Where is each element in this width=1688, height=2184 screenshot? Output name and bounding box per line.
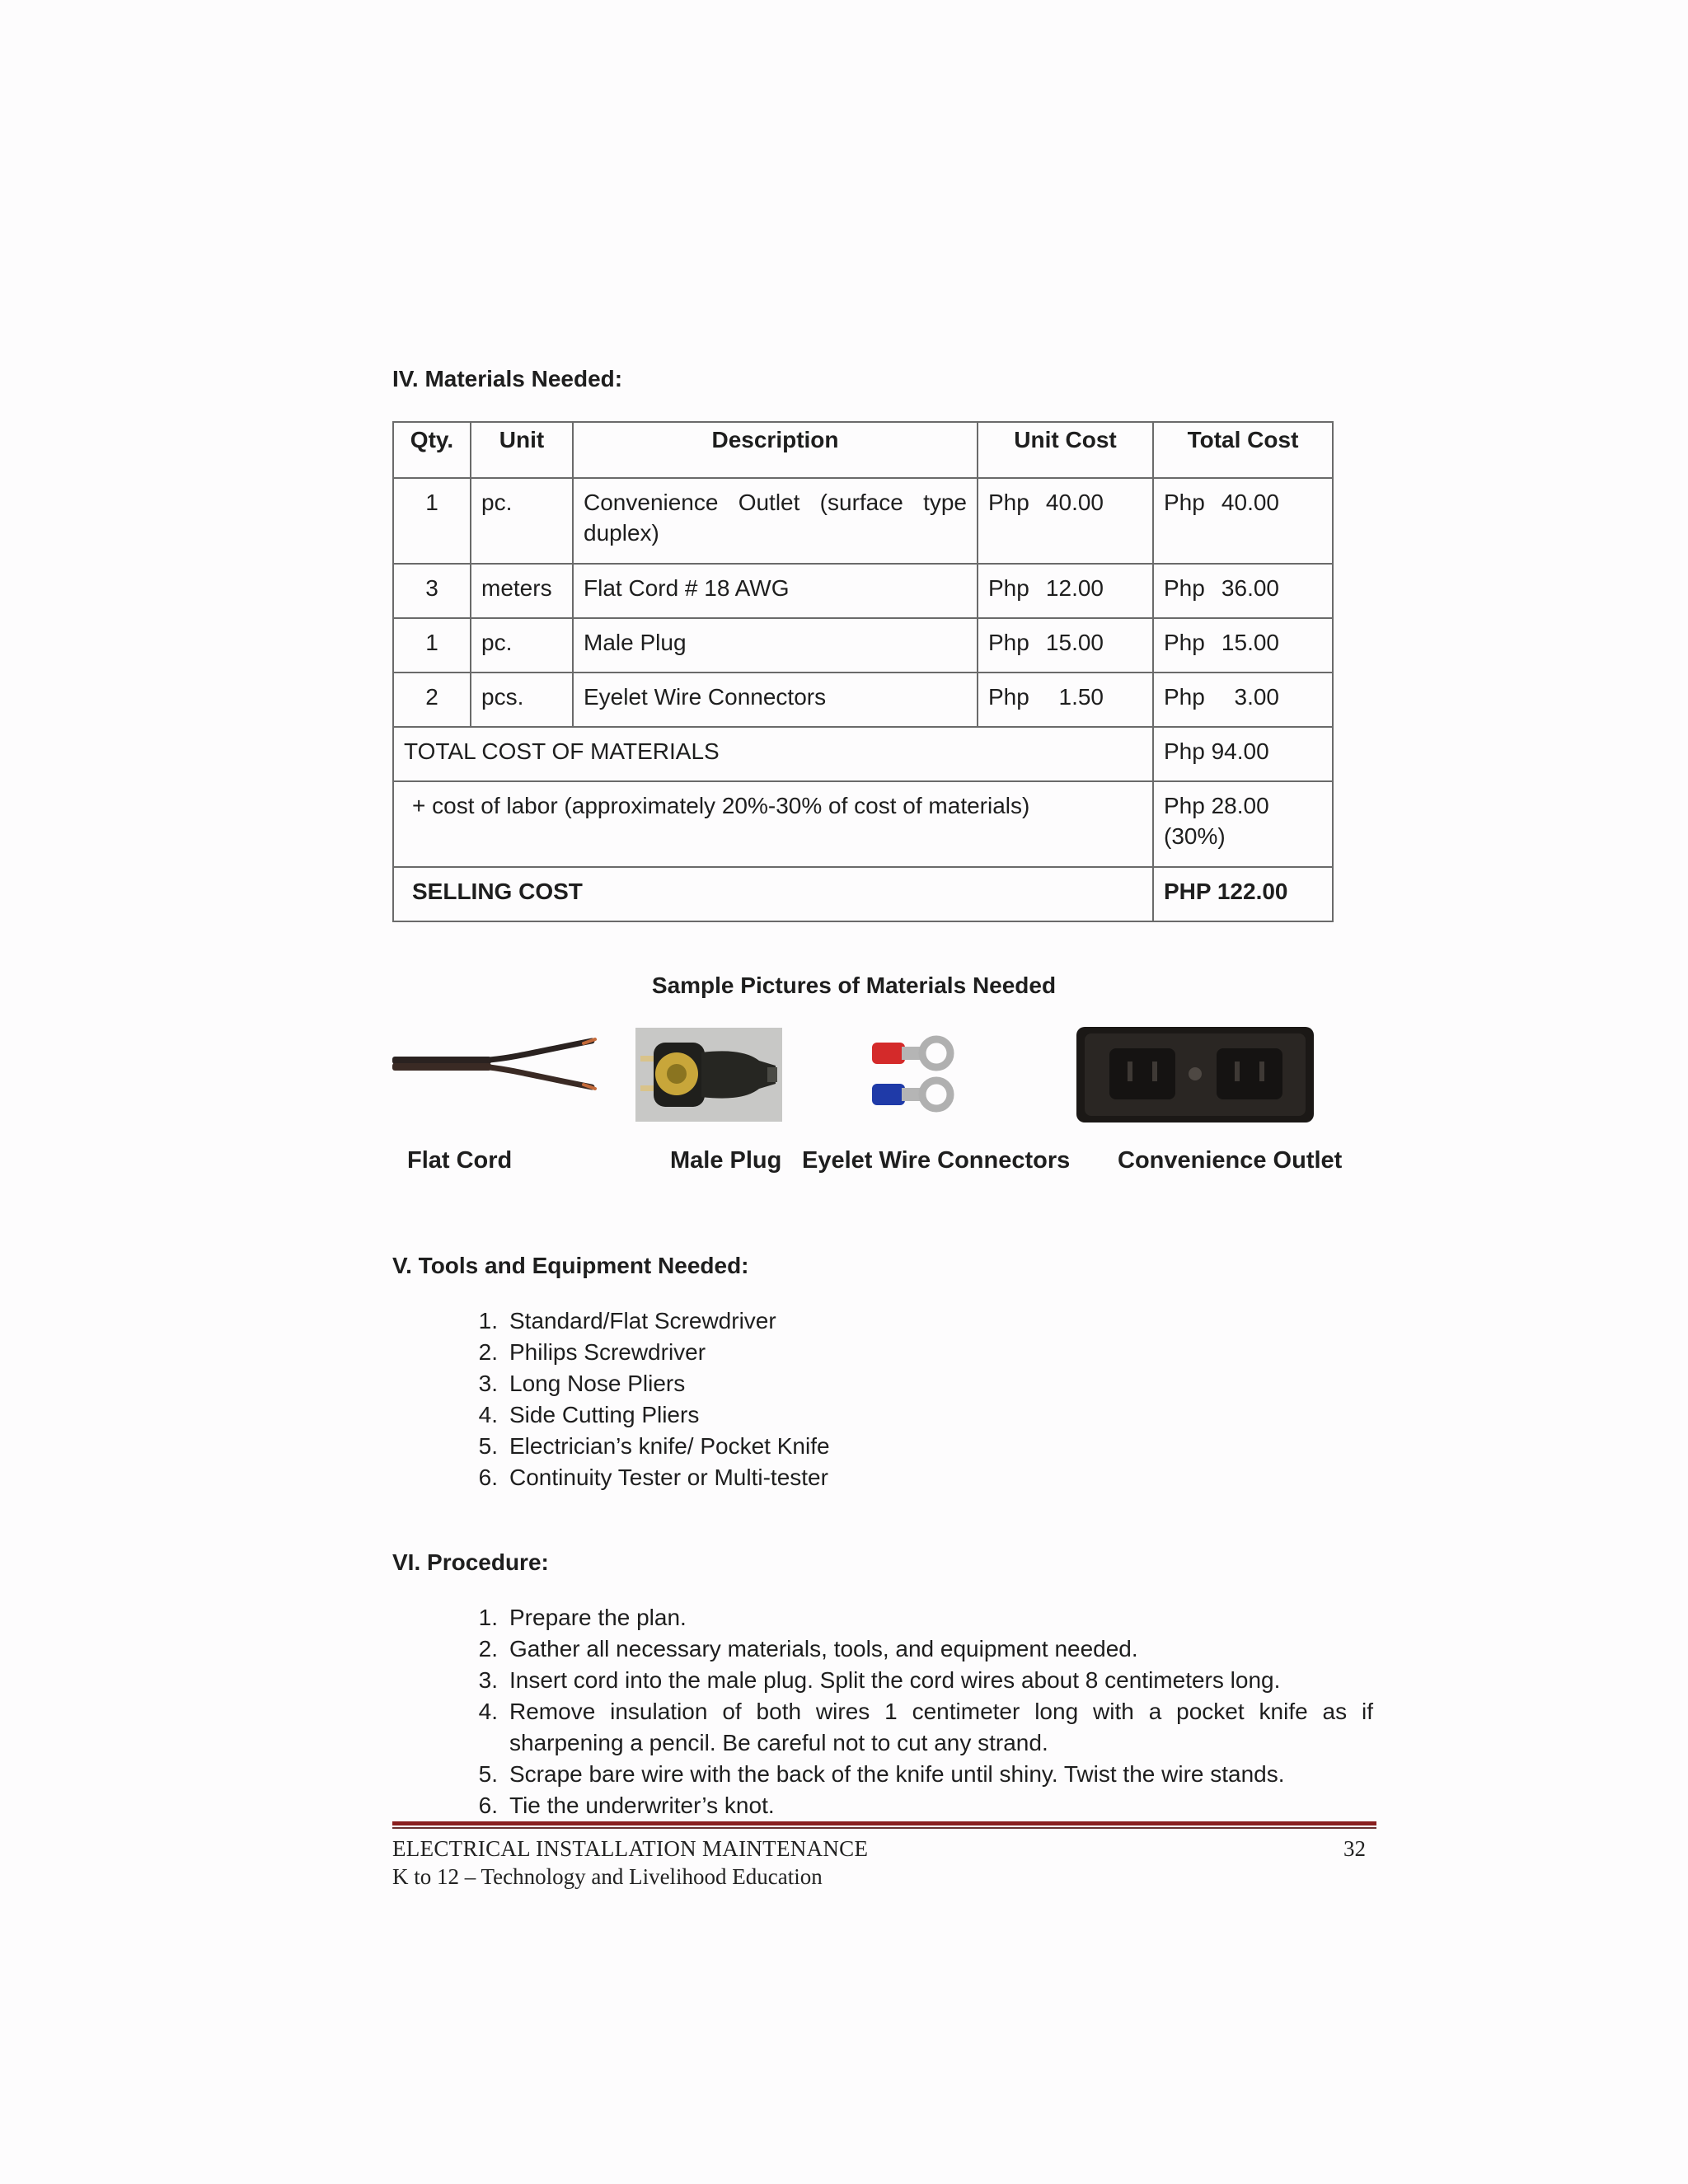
cell-unit: meters	[471, 564, 573, 618]
cell-unit-cost	[978, 618, 1153, 673]
table-row	[393, 673, 1333, 727]
cell-unit: pcs.	[471, 673, 573, 727]
labor-cost-percent: (30%)	[1164, 823, 1226, 849]
currency-label: Php	[988, 490, 1029, 515]
cell-total-cost	[1153, 618, 1333, 673]
eyelet-connectors-image	[857, 1030, 981, 1121]
section-title-tools: V. Tools and Equipment Needed:	[392, 1253, 749, 1278]
page-number: 32	[1343, 1836, 1366, 1861]
amount: 12.00	[1045, 575, 1104, 601]
step-text: Gather all necessary materials, tools, and equipment needed.	[509, 1636, 1138, 1661]
materials-table	[392, 421, 1334, 922]
cell-unit-cost	[978, 564, 1153, 618]
cell-description: Male Plug	[573, 618, 978, 673]
cell-description: Convenience Outlet (surface type duplex)	[573, 478, 978, 564]
step-text: Prepare the plan.	[509, 1605, 687, 1630]
amount: 36.00	[1221, 575, 1279, 601]
currency-label: Php	[988, 575, 1029, 601]
labor-cost-row	[393, 781, 1333, 867]
caption-flat-cord: Flat Cord	[407, 1147, 513, 1174]
table-row	[393, 618, 1333, 673]
cell-description: Eyelet Wire Connectors	[573, 673, 978, 727]
list-item: 2. Philips Screwdriver	[478, 1339, 706, 1365]
cell-total-cost	[1153, 673, 1333, 727]
cell-unit: pc.	[471, 618, 573, 673]
tool-text: Continuity Tester or Multi-tester	[509, 1465, 828, 1490]
cell-qty: 1	[393, 618, 471, 673]
cell-unit-cost	[978, 478, 1153, 564]
list-item: 6. Continuity Tester or Multi-tester	[478, 1465, 828, 1490]
footer-divider-thin	[392, 1827, 1376, 1829]
labor-cost-value	[1153, 781, 1333, 867]
cell-qty: 3	[393, 564, 471, 618]
cell-total-cost	[1153, 478, 1333, 564]
step-text: Tie the underwriter’s knot.	[509, 1793, 775, 1818]
currency-label: Php	[1164, 684, 1205, 710]
cell-unit: pc.	[471, 478, 573, 564]
male-plug-image	[635, 1028, 782, 1122]
labor-cost-label: + cost of labor (approximately 20%-30% of cost of materials)	[393, 781, 1153, 867]
caption-convenience-outlet: Convenience Outlet	[1118, 1147, 1343, 1174]
list-item: 5. Scrape bare wire with the back of the knife until shiny. Twist the wire stands.	[475, 1759, 1373, 1790]
list-item: 4. Remove insulation of both wires 1 centimeter long with a pocket knife as if sharpening a pencil. Be careful not to cut any strand.	[475, 1696, 1373, 1759]
total-materials-row	[393, 727, 1333, 781]
list-item: 1. Prepare the plan.	[475, 1602, 1373, 1633]
list-item: 3. Insert cord into the male plug. Split the cord wires about 8 centimeters long.	[475, 1665, 1373, 1696]
header-unit: Unit	[471, 422, 573, 478]
tool-text: Electrician’s knife/ Pocket Knife	[509, 1433, 830, 1459]
amount: 40.00	[1045, 490, 1104, 515]
footer-subtitle: K to 12 – Technology and Livelihood Education	[392, 1864, 823, 1889]
currency-label: Php	[1164, 575, 1205, 601]
total-materials-value: Php 94.00	[1153, 727, 1333, 781]
tool-text: Standard/Flat Screwdriver	[509, 1308, 776, 1333]
pictures-title: Sample Pictures of Materials Needed	[651, 972, 1057, 998]
step-text: Scrape bare wire with the back of the knife until shiny. Twist the wire stands.	[509, 1761, 1285, 1787]
header-total-cost: Total Cost	[1153, 422, 1333, 478]
currency-label: Php	[1164, 490, 1205, 515]
list-item: 6. Tie the underwriter’s knot.	[475, 1790, 1373, 1821]
tool-text: Long Nose Pliers	[509, 1371, 686, 1396]
list-item: 2. Gather all necessary materials, tools, and equipment needed.	[475, 1633, 1373, 1665]
amount: 1.50	[1058, 684, 1104, 710]
procedure-list	[475, 1602, 1373, 1821]
cell-unit-cost	[978, 673, 1153, 727]
selling-cost-row	[393, 867, 1333, 921]
table-row	[393, 478, 1333, 564]
caption-male-plug: Male Plug	[670, 1147, 782, 1174]
tools-list	[475, 1305, 1299, 1493]
list-item: 5. Electrician’s knife/ Pocket Knife	[478, 1433, 830, 1459]
footer-divider	[392, 1821, 1376, 1825]
step-text: Remove insulation of both wires 1 centimeter long with a pocket knife as if sharpening a pencil. Be careful not to cut any strand.	[509, 1699, 1373, 1755]
currency-label: Php	[988, 630, 1029, 655]
selling-cost-value: PHP 122.00	[1153, 867, 1333, 921]
cell-qty: 2	[393, 673, 471, 727]
footer-title: ELECTRICAL INSTALLATION MAINTENANCE	[392, 1836, 869, 1861]
total-materials-label: TOTAL COST OF MATERIALS	[393, 727, 1153, 781]
header-unit-cost: Unit Cost	[978, 422, 1153, 478]
section-title-procedure: VI. Procedure:	[392, 1549, 549, 1575]
amount: 3.00	[1234, 684, 1279, 710]
tool-text: Philips Screwdriver	[509, 1339, 706, 1365]
table-row	[393, 564, 1333, 618]
currency-label: Php	[988, 684, 1029, 710]
amount: 15.00	[1045, 630, 1104, 655]
table-header-row	[393, 422, 1333, 478]
section-title-materials: IV. Materials Needed:	[392, 366, 623, 391]
header-qty: Qty.	[393, 422, 471, 478]
tool-text: Side Cutting Pliers	[509, 1402, 700, 1427]
cell-description: Flat Cord # 18 AWG	[573, 564, 978, 618]
list-item: 4. Side Cutting Pliers	[478, 1402, 700, 1427]
step-text: Insert cord into the male plug. Split the cord wires about 8 centimeters long.	[509, 1667, 1281, 1693]
list-item: 3. Long Nose Pliers	[478, 1371, 686, 1396]
amount: 40.00	[1221, 490, 1279, 515]
header-description: Description	[573, 422, 978, 478]
caption-eyelet-connectors: Eyelet Wire Connectors	[802, 1147, 1071, 1174]
cell-qty: 1	[393, 478, 471, 564]
labor-cost-amount: Php 28.00	[1164, 793, 1269, 818]
convenience-outlet-image	[1076, 1027, 1314, 1122]
amount: 15.00	[1221, 630, 1279, 655]
cell-total-cost	[1153, 564, 1333, 618]
list-item: 1. Standard/Flat Screwdriver	[478, 1308, 776, 1333]
selling-cost-label: SELLING COST	[393, 867, 1153, 921]
currency-label: Php	[1164, 630, 1205, 655]
flat-cord-image	[392, 1034, 598, 1100]
